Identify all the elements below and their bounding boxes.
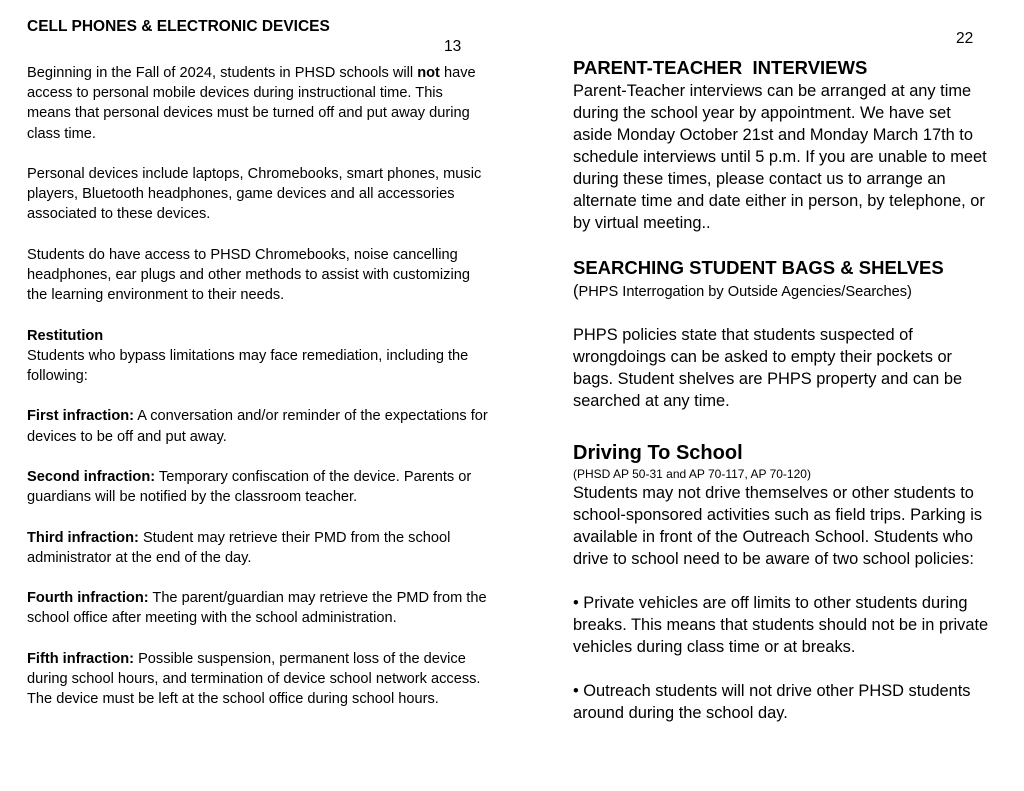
parent-teacher-text: Parent-Teacher interviews can be arranged at any time during the school year by appointment. We have set aside Monday October 21st and Monday March 17th to schedule interviews until 5 p.m. If you are unable to meet during these times, please contact us to arrange an alternate time and date either in person, by telephone, or by virtual meeting.. [573, 82, 987, 232]
driving-bullet-1: • Private vehicles are off limits to other students during breaks. This means that students should not be in private vehicles during class time or at breaks. [573, 594, 989, 656]
infraction-text: A conversation and/or reminder of the expectations for devices to be off and put away. [27, 408, 488, 445]
devices-paragraph: Personal devices include laptops, Chromebooks, smart phones, music players, Bluetooth headphones, game devices and all accessories associated to these devices. [27, 166, 482, 223]
infraction-fourth [27, 588, 489, 628]
infraction-label: Fourth infraction: [27, 590, 149, 607]
intro-text-1: Beginning in the Fall of 2024, students in PHSD schools will [27, 65, 418, 81]
infraction-label: Fifth infraction: [27, 650, 135, 667]
driving-text: Students may not drive themselves or other students to school-sponsored activities such as field trips. Parking is available in front of the Outreach School. Students who drive to school need to be aware of two school policies: [573, 484, 983, 568]
searching-subheading [573, 280, 993, 302]
infraction-text: The parent/guardian may retrieve the PMD from the school office after meeting with the school administration. [27, 590, 487, 627]
infraction-fifth [27, 649, 489, 710]
infraction-label: First infraction: [27, 408, 135, 425]
left-page-body [27, 63, 489, 709]
infraction-second [27, 467, 489, 507]
searching-sub-text: PHPS Interrogation by Outside Agencies/Searches) [578, 284, 912, 300]
infraction-label: Third infraction: [27, 529, 139, 546]
parent-teacher-heading: PARENT-TEACHER INTERVIEWS [573, 57, 868, 78]
searching-text: PHPS policies state that students suspected of wrongdoings can be asked to empty their pockets or bags. Student shelves are PHPS property and can be searched at any time. [573, 326, 963, 410]
right-page-body [573, 56, 993, 724]
infraction-text: Student may retrieve their PMD from the school administrator at the end of the day. [27, 529, 451, 566]
driving-subheading: (PHSD AP 50-31 and AP 70-117, AP 70-120) [573, 467, 811, 481]
infraction-text: Temporary confiscation of the device. Parents or guardians will be notified by the classroom teacher. [27, 468, 472, 506]
infraction-label: Second infraction: [27, 468, 156, 485]
left-page-number: 13 [444, 38, 462, 55]
right-page-number: 22 [956, 30, 974, 47]
restitution-text: Students who bypass limitations may face remediation, including the following: [27, 347, 469, 384]
restitution-heading: Restitution [27, 327, 104, 344]
driving-bullet-2: • Outreach students will not drive other PHSD students around during the school day. [573, 682, 971, 722]
infraction-third [27, 528, 489, 568]
left-page-title: CELL PHONES & ELECTRONIC DEVICES [27, 18, 330, 35]
searching-sub-paren: ( [573, 282, 579, 300]
intro-text-2: have access to personal mobile devices during instructional time. This means that personal devices must be turned off and put away during class time. [27, 65, 476, 142]
intro-not-emphasis: not [417, 65, 440, 81]
access-paragraph: Students do have access to PHSD Chromebooks, noise cancelling headphones, ear plugs and other methods to assist with customizing the learning environment to their needs. [27, 246, 470, 304]
driving-heading: Driving To School [573, 442, 743, 464]
restitution-block [27, 326, 489, 387]
searching-heading: SEARCHING STUDENT BAGS & SHELVES [573, 257, 944, 278]
infraction-first [27, 406, 489, 446]
infraction-text: Possible suspension, permanent loss of the device during school hours, and termination of device school network access. The device must be left at the school office during school hours. [27, 650, 481, 708]
intro-paragraph [27, 63, 489, 144]
